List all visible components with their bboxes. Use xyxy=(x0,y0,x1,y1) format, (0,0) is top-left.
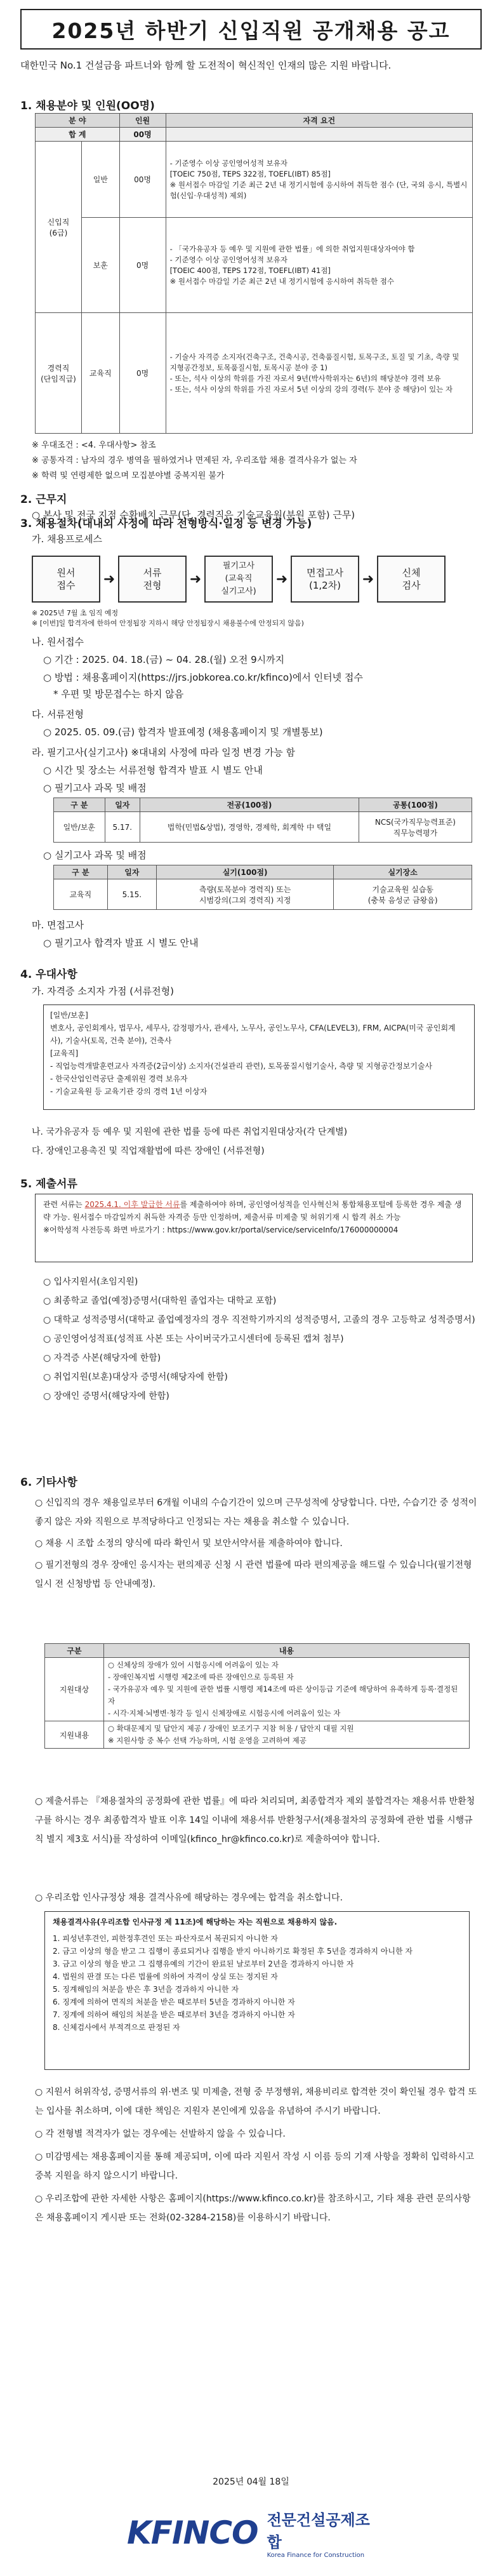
doc-notice-highlight: 2025.4.1. 이후 발급한 서류 xyxy=(84,1200,180,1209)
cert-line: 변호사, 공인회계사, 법무사, 세무사, 감정평가사, 관세사, 노무사, 공인노무사, CFA(LEVEL3), FRM, AICPA(미국 공인회계사), 기술사(토목, 건축 분야), 건축사 xyxy=(50,1024,456,1045)
written-date: 5.17. xyxy=(105,812,140,843)
apply-period: ○ 기간 : 2025. 04. 18.(금) ~ 04. 28.(월) 오전 9시까지 xyxy=(43,654,285,665)
cond-veteran: - 「국가유공자 등 예우 및 지원에 관한 법률」에 의한 취업지원대상자여야 함 - 기준영수 이상 공인영어성적 보유자 [TOEIC 400점, TEPS 172점, TOEFL(IBT) 41점] ※ 원서접수 마감일 기준 최근 2년 내 정기시험에 응시하여 취득한 점수 xyxy=(166,218,472,313)
flow-note: ※ 2025년 7월 초 임직 예정 xyxy=(32,609,119,617)
cond-general: - 기준영수 이상 공인영어성적 보유자 [TOEIC 750점, TEPS 322점, TOEFL(IBT) 85점] ※ 원서접수 마감일 기준 최근 2년 내 정기시험에 응시하여 취득한 점수 (단, 국외 응시, 특별시험(신입·우대성적) 제외) xyxy=(166,142,472,218)
intro-text: 대한민국 No.1 건설금융 파트너와 함께 할 도전적이 혁신적인 인재의 많은 지원 바랍니다. xyxy=(20,60,392,71)
cert-line: - 직업능력개발훈련교사 자격증(2급이상) 소지자(건설관리 관련), 토목품질시험기술사, 측량 및 지형공간정보기술사 xyxy=(50,1062,433,1071)
exam-time: ○ 시간 및 장소는 서류전형 합격자 발표 시 별도 안내 xyxy=(43,764,263,776)
step-written: 필기고사 (교육직 실기고사) xyxy=(204,556,273,603)
section-3-heading: 3. 채용절차(대내외 사정에 따라 전형방식·일정 등 변경 가능) xyxy=(20,517,312,530)
etc-paras xyxy=(35,1493,479,1594)
arrow-icon: ➜ xyxy=(189,571,202,587)
cert-box xyxy=(43,1004,475,1110)
th-count: 인원 xyxy=(119,114,166,128)
cert-line: - 기술교육원 등 교육기관 강의 경력 1년 이상자 xyxy=(50,1087,208,1096)
kfinco-logo xyxy=(127,2508,381,2558)
practical-subject: 측량(토목분야 경력직) 또는 시범강의(그외 경력직) 지정 xyxy=(156,879,333,910)
th-sp-content: 내용 xyxy=(104,1644,470,1658)
count-general: 00명 xyxy=(119,142,166,218)
section-6-heading: 6. 기타사항 xyxy=(20,1476,77,1489)
step-document: 서류 전형 xyxy=(118,556,187,603)
group-career: 경력직 (단임직급) xyxy=(36,313,82,434)
th-practical-place: 실기장소 xyxy=(334,865,472,879)
doc-text: ○ 2025. 05. 09.(금) 합격자 발표예정 (채용홈페이지 및 개별통보) xyxy=(43,726,323,738)
logo-korean: 전문건설공제조합 xyxy=(267,2511,370,2551)
written-common: NCS(국가직무능력표준) 직무능력평가 xyxy=(359,812,472,843)
practical-place: 기술교육원 실습동 (충북 음성군 금왕읍) xyxy=(334,879,472,910)
practical-date: 5.15. xyxy=(107,879,156,910)
th-written-common: 공통(100점) xyxy=(359,798,472,812)
cert-subheading: 가. 자격증 소지자 가점 (서류전형) xyxy=(32,985,174,997)
s1-note: ※ 공통자격 : 남자의 경우 병역을 필하였거나 면제된 자, 우리조합 채용 결격사유가 없는 자 xyxy=(32,456,357,465)
doc-notice-prefix: 관련 서류는 xyxy=(43,1200,85,1209)
sp-kind: 지원내용 xyxy=(45,1721,104,1749)
etc-end-para: ○ 미감명세는 채용홈페이지를 통해 제공되며, 이에 따라 지원서 작성 시 이름 등의 기재 사항을 정확히 입력하시고 중복 지원을 하지 않으시기 바랍니다. xyxy=(35,2152,474,2181)
th-practical-date: 일자 xyxy=(107,865,156,879)
apply-method: ○ 방법 : 채용홈페이지(https://jrs.jobkorea.co.kr/kfinco)에서 인터넷 접수 xyxy=(43,672,363,683)
apply-note: * 우편 및 방문접수는 하지 않음 xyxy=(53,688,184,700)
count-veteran: 0명 xyxy=(119,218,166,313)
field-education: 교육직 xyxy=(82,313,120,434)
disq-title: 채용결격사유(우리조합 인사규정 제 11조)에 해당하는 자는 직원으로 채용하지 않음. xyxy=(53,1918,338,1926)
written-label: ○ 필기고사 과목 및 배점 xyxy=(43,782,147,794)
practical-table xyxy=(53,865,472,910)
disq-item: 4. 법원의 판결 또는 다른 법률에 의하여 자격이 상실 또는 정지된 자 xyxy=(53,1972,278,1981)
doc-notice-link[interactable]: ※어학성적 사전등록 화면 바로가기 : https://www.gov.kr/portal/service/serviceInfo/176000000004 xyxy=(43,1225,399,1234)
section-4-heading: 4. 우대사항 xyxy=(20,968,77,981)
section-2-heading: 2. 근무지 xyxy=(20,493,67,506)
th-practical-type: 구 분 xyxy=(54,865,108,879)
disq-item: 7. 징계에 의하여 해임의 처분을 받은 때로부터 3년을 경과하지 아니한 자 xyxy=(53,2010,295,2019)
practical-label: ○ 실기고사 과목 및 배점 xyxy=(43,850,147,861)
practical-type: 교육직 xyxy=(54,879,108,910)
etc-return-para: ○ 제출서류는 『채용절차의 공정화에 관한 법률』에 따라 처리되며, 최종합격자 제외 불합격자는 채용서류 반환청구를 하시는 경우 최종합격자 발표 이후 14일 이내에 채용서류 반환청구서(채용절차의 공정화에 관한 법률 시행규칙 별지 제3호 서식)를 작성하여 이메일(kfinco_hr@kfinco.co.kr)로 제출하여야 합니다. xyxy=(35,1796,475,1845)
flow-notes xyxy=(32,608,482,629)
process-flow xyxy=(32,556,446,603)
step-interview: 면접고사 (1,2차) xyxy=(291,556,359,603)
sp-content: ○ 신체상의 장애가 있어 시험응시에 어려움이 있는 자 - 장애인복지법 시행령 제2조에 따른 장애인으로 등록된 자 - 국가유공자 예우 및 지원에 관한 법률 시행령 제14조에 따른 상이등급 기준에 해당하여 유족하게 등록·결정된 자 - 시각·지체·뇌병변·청각 등 일시 신체장애로 시험응시에 어려움이 있는 자 xyxy=(104,1658,470,1721)
disq-item: 5. 징계해임의 처분을 받은 후 3년을 경과하지 아니한 자 xyxy=(53,1985,239,1994)
total-label: 합 계 xyxy=(36,128,120,142)
process-subheading: 가. 채용프로세스 xyxy=(32,533,102,545)
doc-item: ○ 취업지원(보훈)대상자 증명서(해당자에 한함) xyxy=(43,1372,228,1382)
disq-item: 8. 신체검사에서 부적격으로 판정된 자 xyxy=(53,2023,180,2032)
disq-item: 1. 피성년후견인, 피한정후견인 또는 파산자로서 복권되지 아니한 자 xyxy=(53,1934,278,1943)
group-new: 신입직 (6급) xyxy=(36,142,82,313)
th-sp-kind: 구분 xyxy=(45,1644,104,1658)
written-type: 일반/보훈 xyxy=(54,812,105,843)
th-written-type: 구 분 xyxy=(54,798,105,812)
doc-item: ○ 장애인 증명서(해당자에 한함) xyxy=(43,1391,169,1401)
workplace-text: ○ 본사 및 전국 지점 순환배치 근무(단, 경력직은 기술교육원(분원 포함) 근무) xyxy=(32,509,355,521)
step-health: 신체 검사 xyxy=(377,556,446,603)
doc-item: ○ 대학교 성적증명서(대학교 졸업예정자의 경우 직전학기까지의 성적증명서, 고졸의 경우 고등학교 성적증명서) xyxy=(43,1315,475,1325)
interview-text: ○ 필기고사 합격자 발표 시 별도 안내 xyxy=(43,937,199,949)
doc-item: ○ 공인영어성적표(성적표 사본 또는 사이버국가고시센터에 등록된 캡쳐 첨부) xyxy=(43,1334,344,1344)
doc-items xyxy=(43,1272,481,1406)
cert-line: [교육직] xyxy=(50,1049,79,1058)
total-empty xyxy=(166,128,472,142)
etc-end-para: ○ 우리조합에 관한 자세한 사항은 홈페이지(https://www.kfinco.co.kr)를 참조하시고, 기타 채용 관련 문의사항은 채용홈페이지 게시판 또는 전화(02-3284-2158)를 이용하시기 바랍니다. xyxy=(35,2194,471,2223)
cond-education: - 기술사 자격증 소지자(건축구조, 건축시공, 건축품질시험, 토목구조, 토질 및 기초, 측량 및 지형공간정보, 토목품질시험, 토목시공 분야 중 1) - 또는, 석사 이상의 학위를 가진 자로서 9년(박사학위자는 6년)의 해당분야 경력 보유 - 또는, 석사 이상의 학위를 가진 자로서 5년 이상의 강의 경력(두 분야 중 해당)이 있는 자 xyxy=(166,313,472,434)
etc-end-para: ○ 각 전형별 적격자가 없는 경우에는 선발하지 않을 수 있습니다. xyxy=(35,2129,286,2139)
written-subheading: 라. 필기고사(실기고사) ※대내외 사정에 따라 일정 변경 가능 함 xyxy=(32,747,295,758)
doc-notice-body: 를 제출하여야 하며, 공인영어성적을 인사혁신처 통합채용포털에 등록한 경우 제출 생략 가능. 원서접수 마감일까지 취득한 자격증 등만 인정하며, 제출서류 미제출 및 허위기재 시 합격 취소 가능 xyxy=(43,1200,462,1222)
disq-item: 3. 금고 이상의 형을 받고 그 집행유예의 기간이 완료된 날로부터 2년을 경과하지 아니한 자 xyxy=(53,1959,354,1968)
etc-para: ○ 채용 시 조합 소정의 양식에 따라 확인서 및 보안서약서를 제출하여야 합니다. xyxy=(35,1538,343,1549)
etc-para: ○ 신입직의 경우 채용일로부터 6개월 이내의 수습기간이 있으며 근무성적에 상당합니다. 다만, 수습기간 중 성적이 좋지 않은 자와 직원으로 부적당하다고 인정되는 자는 채용을 취소할 수 있습니다. xyxy=(35,1498,477,1527)
doc-item: ○ 자격증 사본(해당자에 한함) xyxy=(43,1353,161,1363)
doc-item: ○ 최종학교 졸업(예정)증명서(대학원 졸업자는 대학교 포함) xyxy=(43,1296,277,1306)
disabled-pref: 다. 장애인고용촉진 및 직업재활법에 따른 장애인 (서류전형) xyxy=(32,1146,265,1156)
s1-note: ※ 우대조건 : <4. 우대사항> 참조 xyxy=(32,441,156,450)
doc-item: ○ 입사지원서(초임지원) xyxy=(43,1277,138,1287)
th-practical-subject: 실기(100점) xyxy=(156,865,333,879)
arrow-icon: ➜ xyxy=(362,571,374,587)
step-apply: 원서 접수 xyxy=(32,556,100,603)
total-count: 00명 xyxy=(119,128,166,142)
logo-mark: KFINCO xyxy=(127,2514,258,2551)
section-1-heading: 1. 채용분야 및 인원(OO명) xyxy=(20,100,155,112)
field-general: 일반 xyxy=(82,142,120,218)
etc-end-paras xyxy=(35,2083,479,2227)
th-written-date: 일자 xyxy=(105,798,140,812)
th-field: 분 야 xyxy=(36,114,120,128)
s1-notes xyxy=(32,438,482,484)
th-written-major: 전공(100점) xyxy=(140,798,359,812)
recruit-table xyxy=(35,113,473,434)
sp-kind: 지원대상 xyxy=(45,1658,104,1721)
special-support-table xyxy=(44,1643,470,1749)
disq-item: 6. 징계에 의하여 면직의 처분을 받은 때로부터 5년을 경과하지 아니한 자 xyxy=(53,1998,295,2006)
arrow-icon: ➜ xyxy=(103,571,116,587)
arrow-icon: ➜ xyxy=(275,571,288,587)
disq-intro: ○ 우리조합 인사규정상 채용 결격사유에 해당하는 경우에는 합격을 취소합니다. xyxy=(35,1893,343,1903)
etc-para: ○ 필기전형의 경우 장애인 응시자는 편의제공 신청 시 관련 법률에 따라 편의제공을 해드릴 수 있습니다(필기전형 일시 전 신청방법 등 안내예정). xyxy=(35,1560,472,1589)
written-table xyxy=(53,797,472,843)
field-veteran: 보훈 xyxy=(82,218,120,313)
flow-note: ※ [이번]일 합격자에 한하여 안정됩장 지하시 해당 안정됩장시 채용불수에 안정되지 않음) xyxy=(32,619,304,627)
disq-item: 2. 금고 이상의 형을 받고 그 집행이 종료되거나 집행을 받지 아니하기로 확정된 후 5년을 경과하지 아니한 자 xyxy=(53,1947,413,1956)
cert-line: - 한국산업인력공단 출제위원 경력 보유자 xyxy=(50,1074,188,1083)
doc-notice-box xyxy=(35,1194,473,1262)
veteran-pref: 나. 국가유공자 등 예우 및 지원에 관한 법률 등에 따른 취업지원대상자(각 단계별) xyxy=(32,1127,348,1137)
count-education: 0명 xyxy=(119,313,166,434)
logo-english: Korea Finance for Construction xyxy=(267,2551,365,2559)
notice-title: 2025년 하반기 신입직원 공개채용 공고 xyxy=(20,9,482,50)
etc-end-para: ○ 지원서 허위작성, 증명서류의 위·변조 및 미제출, 전형 중 부정행위, 채용비리로 합격한 것이 확인될 경우 합격 또는 입사를 취소하며, 이에 대한 책임은 지원자 본인에게 있음을 유념하여 주시기 바랍니다. xyxy=(35,2087,477,2116)
doc-subheading: 다. 서류전형 xyxy=(32,709,84,720)
section-5-heading: 5. 제출서류 xyxy=(20,1178,77,1191)
th-cond: 자격 요건 xyxy=(166,114,472,128)
interview-subheading: 마. 면접고사 xyxy=(32,919,84,931)
notice-date: 2025년 04월 18일 xyxy=(213,2477,289,2487)
logo-sub xyxy=(267,2507,381,2559)
sp-content: ○ 확대문제지 및 답안지 제공 / 장애인 보조기구 지참 허용 / 답안지 대필 지원 ※ 지원사항 중 복수 선택 가능하며, 시험 운영을 고려하여 제공 xyxy=(104,1721,470,1749)
disq-box xyxy=(44,1911,470,2070)
apply-subheading: 나. 원서접수 xyxy=(32,636,84,648)
cert-line: [일반/보훈] xyxy=(50,1011,88,1020)
written-major: 법학(민법&상법), 경영학, 경제학, 회계학 中 택일 xyxy=(140,812,359,843)
s1-note: ※ 학력 및 연령제한 없으며 모집분야별 중복지원 불가 xyxy=(32,471,225,481)
